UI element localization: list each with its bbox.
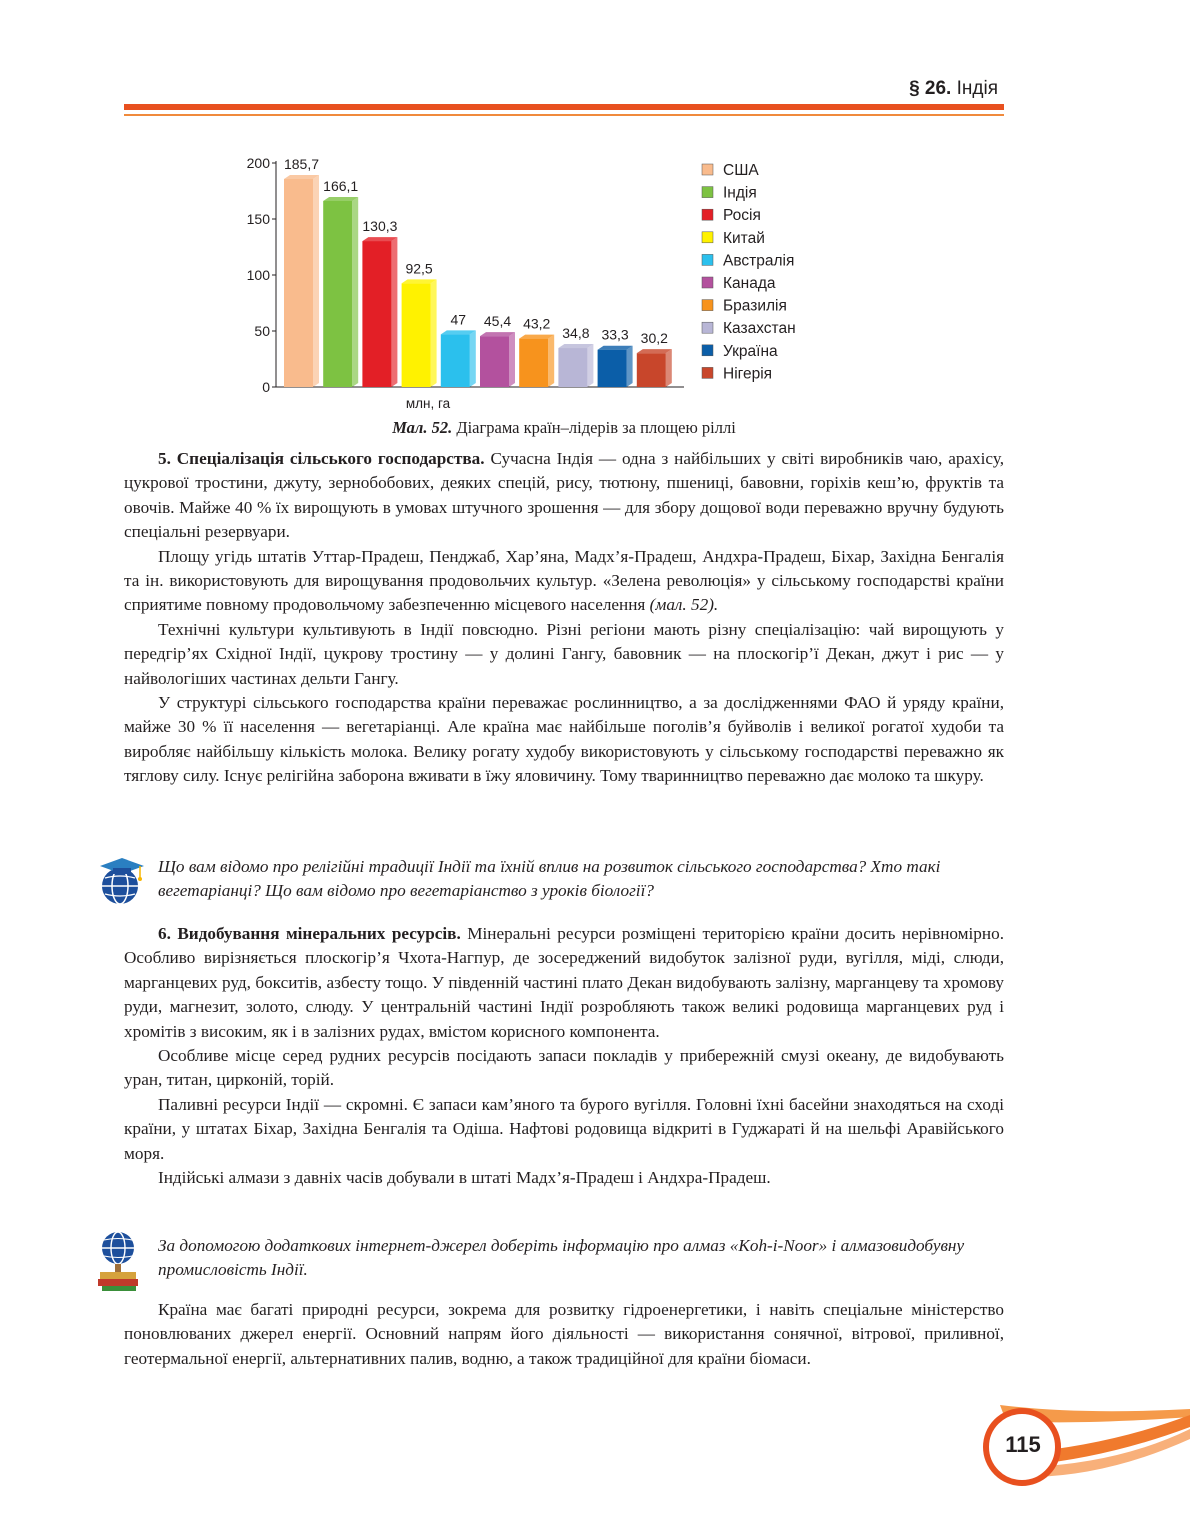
data-label: 43,2	[523, 315, 551, 332]
legend-label: Канада	[723, 275, 776, 292]
globe-books-icon	[96, 1228, 140, 1292]
bar-side	[509, 332, 515, 387]
section-5-p2	[124, 545, 1004, 618]
bar	[441, 334, 470, 387]
header-rule-thin	[124, 114, 1004, 116]
legend-swatch	[702, 254, 713, 265]
section-6-heading: 6. Видобування мінеральних ресурсів.	[158, 924, 461, 943]
bar	[558, 348, 587, 387]
data-label: 92,5	[405, 260, 433, 277]
section-5-p2-text: Площу угідь штатів Уттар-Прадеш, Пенджаб, Хар’яна, Мадх’я-Прадеш, Андхра-Прадеш, Біхар, Західна Бенгалія та ін. використовують для вирощування продовольчих культур. «Зелена революція» у сільському господарстві країни сприятиме повному продовольчому забезпеченню місцевого населення	[124, 546, 1004, 615]
x-axis-label: млн, га	[405, 396, 451, 411]
legend-swatch	[702, 187, 713, 198]
y-tick-label: 50	[254, 323, 270, 339]
legend-swatch	[702, 367, 713, 378]
caption-label: Мал. 52.	[392, 418, 453, 437]
bar	[480, 336, 509, 387]
section-5-p4: У структурі сільського господарства країни переважає рослинництво, а за дослідженнями ФАО й уряду країни, майже 30 % її населення — вегетаріанці. Але країна має найбільше поголів’я буйволів і великої рогатої худоби та виробляє найбільшу кількість молока. Велику рогату худобу використовують у сільському господарстві переважно як тяглову силу. Існує релігійна заборона вживати в їжу яловичину. Тому тваринництво переважно дає молоко та шкуру.	[124, 693, 1004, 786]
bar-side	[470, 330, 476, 387]
bar	[323, 201, 352, 387]
bar-top	[402, 279, 437, 283]
data-label: 34,8	[562, 325, 590, 342]
legend-label: Австралія	[723, 252, 795, 270]
data-label: 166,1	[323, 177, 359, 194]
legend-label: Китай	[723, 229, 765, 247]
data-label: 130,3	[362, 218, 398, 235]
legend-swatch	[702, 209, 713, 220]
bar-side	[431, 279, 437, 387]
section-6	[124, 922, 1004, 1190]
data-label: 47	[450, 311, 467, 328]
header-section-number: § 26.	[909, 78, 952, 99]
final-paragraph: Країна має багаті природні ресурси, зокрема для розвитку гідроенергетики, і навіть спеціальне міністерство поновлюваних джерел енергії. Основний напрям його діяльності — використання сонячної, вітрової, приливної, геотермальної енергії, альтернативних палив, водню, а також традиційної для країни біомаси.	[124, 1300, 1004, 1368]
section-6-p1-text: Мінеральні ресурси розміщені територією країни досить нерівномірно. Особливо вирізняється плоскогір’я Чхота-Нагпур, де зосереджений видобуток залізної руди, вугілля, міді, слюди, марганцевих руд, бокситів, азбесту тощо. У південній частині плато Декан видобувають залізну, марганцеву та хромову руди, магнезит, золото, слюду. У центральній частині Індії розробляють також великі родовища марганцевих руд і хромітів з високим, як і в залізних рудах, вмістом корисного компонента.	[124, 924, 1004, 1041]
legend-label: Росія	[723, 207, 761, 225]
bar	[402, 283, 431, 387]
bar-top	[323, 197, 358, 201]
legend-swatch	[702, 232, 713, 243]
section-5-p3: Технічні культури культивують в Індії повсюдно. Різні регіони мають різну спеціалізацію: чай вирощують у передгір’ях Східної Індії, цукрову тростину — у долині Гангу, бавовник — на плоскогір’ї Декан, джут і рис — у найвологіших частинах дельти Гангу.	[124, 619, 1004, 688]
legend-swatch	[702, 300, 713, 311]
bar	[519, 339, 548, 387]
question-2: За допомогою додаткових інтернет-джерел доберіть інформацію про алмаз «Koh-i-Noor» і алмазовидобувну промисловість Індії.	[158, 1236, 965, 1280]
legend-label: Бразилія	[723, 297, 787, 315]
legend-swatch	[702, 164, 713, 175]
y-tick-label: 150	[246, 211, 270, 227]
bar-side	[627, 346, 633, 387]
bar-side	[587, 344, 593, 387]
legend-label: Україна	[723, 342, 778, 360]
figure-reference: (мал. 52).	[649, 595, 719, 615]
bar	[637, 353, 666, 387]
section-5	[124, 447, 1004, 789]
bar-top	[598, 346, 633, 350]
bar-top	[480, 332, 515, 336]
bar-side	[391, 237, 397, 387]
legend-swatch	[702, 345, 713, 356]
graduation-globe-icon	[96, 852, 148, 908]
bar-top	[441, 330, 476, 334]
section-6-p1	[124, 922, 1004, 1044]
section-6-p2: Особливе місце серед рудних ресурсів посідають запаси покладів у прибережній смузі океану, де видобувають уран, титан, цирконій, торій.	[124, 1046, 1004, 1090]
bar-top	[558, 344, 593, 348]
bar	[598, 350, 627, 387]
header-rule	[124, 104, 1004, 110]
data-label: 185,7	[283, 156, 320, 173]
bar	[284, 179, 313, 387]
bar-side	[313, 175, 319, 387]
caption-text: Діаграма країн–лідерів за площею ріллі	[456, 418, 736, 437]
running-header	[878, 78, 998, 100]
question-1: Що вам відомо про релігійні традиції Індії та їхній вплив на розвиток сільського господарства? Хто такі вегетаріанці? Що вам відомо про вегетаріанство з уроків біології?	[158, 857, 941, 901]
bar-top	[637, 349, 672, 353]
legend-swatch	[702, 322, 713, 333]
bar-top	[362, 237, 397, 241]
legend-swatch	[702, 277, 713, 288]
data-label: 33,3	[601, 326, 629, 343]
bar-chart	[236, 140, 836, 420]
legend-label: Нігерія	[723, 365, 773, 383]
bar-top	[284, 175, 319, 179]
bar-top	[519, 335, 554, 339]
legend-label: Казахстан	[723, 320, 796, 338]
bar	[362, 241, 391, 387]
figure-caption	[124, 418, 1004, 438]
section-5-p1-text: Сучасна Індія — одна з найбільших у світі виробників чаю, арахісу, цукрової тростини, джуту, зернобобових, деяких спецій, рису, тютюну, пшениці, бавовни, горіхів кеш’ю, фруктів та овочів. Майже 40 % їх вирощують в умовах штучного зрошення — для збору дощової води переважно вручну будують спеціальні резервуари.	[124, 449, 1004, 542]
section-5-heading: 5. Спеціалізація сільського господарства.	[158, 449, 485, 468]
legend-label: Індія	[723, 184, 757, 202]
y-tick-label: 0	[262, 379, 270, 395]
final-section	[124, 1298, 1004, 1371]
section-5-p1	[124, 447, 1004, 545]
page-number: 115	[1005, 1432, 1041, 1457]
data-label: 45,4	[483, 313, 512, 330]
section-6-p3: Паливні ресурси Індії — скромні. Є запаси кам’яного та бурого вугілля. Головні їхні басейни знаходяться на сході країни, у штатах Біхар, Західна Бенгалія та Одіша. Нафтові родовища відкриті в Гуджараті й на шельфі Аравійського моря.	[124, 1094, 1004, 1163]
bar-side	[352, 197, 358, 387]
data-label: 30,2	[640, 330, 668, 347]
header-title: Індія	[956, 78, 998, 99]
y-tick-label: 200	[246, 155, 270, 171]
section-6-p4: Індійські алмази з давніх часів добували в штаті Мадх’я-Прадеш і Андхра-Прадеш.	[158, 1168, 771, 1188]
bar-side	[548, 335, 554, 387]
bar-side	[666, 349, 672, 387]
legend-label: США	[723, 162, 759, 179]
y-tick-label: 100	[246, 267, 270, 283]
